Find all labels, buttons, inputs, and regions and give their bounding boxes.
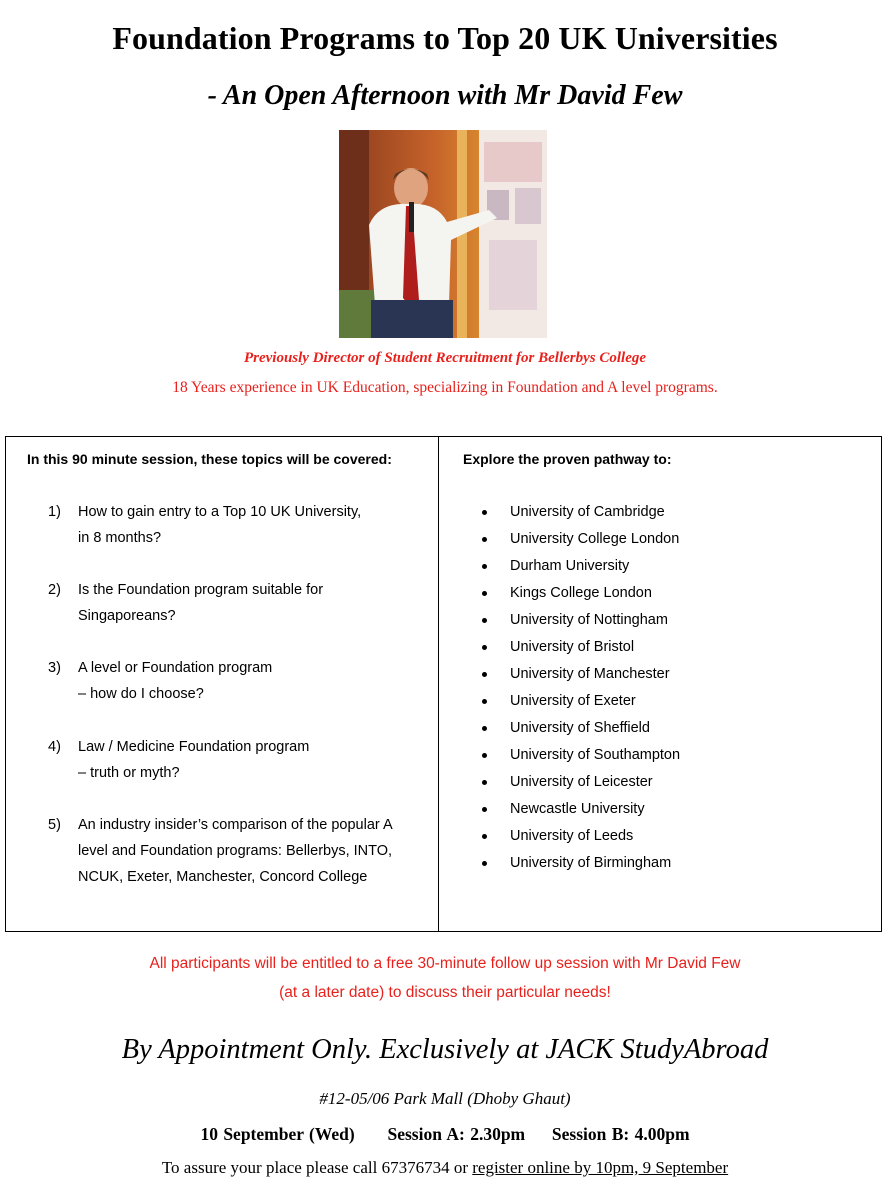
topic-line: – how do I choose?: [78, 686, 204, 702]
topic-line: in 8 months?: [78, 530, 162, 546]
university-item: University of Leicester: [479, 769, 680, 796]
venue-address: #12-05/06 Park Mall (Dhoby Ghaut): [319, 1089, 571, 1108]
topics-heading: In this 90 minute session, these topics will be covered:: [27, 451, 392, 467]
university-item: University of Birmingham: [479, 850, 680, 877]
university-item: University of Exeter: [479, 688, 680, 715]
page-title: Foundation Programs to Top 20 UK Universities: [112, 20, 778, 56]
table-divider: [438, 437, 439, 931]
followup-line-1: All participants will be entitled to a free 30-minute follow up session with Mr David Few: [149, 955, 741, 972]
university-item: University of Cambridge: [479, 499, 680, 526]
topic-line: level and Foundation programs: Bellerbys, INTO,: [78, 843, 393, 859]
followup-line-2: (at a later date) to discuss their particular needs!: [279, 984, 611, 1001]
university-item: Newcastle University: [479, 796, 680, 823]
speaker-experience: 18 Years experience in UK Education, specializing in Foundation and A level programs.: [172, 379, 718, 396]
topic-line: Law / Medicine Foundation program: [78, 739, 310, 755]
pathway-heading: Explore the proven pathway to:: [463, 451, 672, 467]
schedule-line: [0, 1124, 890, 1145]
topic-number: 1): [48, 504, 61, 520]
topic-line: An industry insider’s comparison of the popular A: [78, 817, 393, 833]
topic-line: NCUK, Exeter, Manchester, Concord College: [78, 869, 368, 885]
appointment-notice: By Appointment Only. Exclusively at JACK StudyAbroad: [121, 1034, 769, 1065]
topic-number: 5): [48, 817, 61, 833]
university-item: Durham University: [479, 553, 680, 580]
session-b-time: Session B: 4.00pm: [551, 1124, 690, 1144]
university-item: University of Southampton: [479, 742, 680, 769]
speaker-role: Previously Director of Student Recruitment for Bellerbys College: [243, 350, 647, 366]
topic-number: 2): [48, 582, 61, 598]
topic-line: How to gain entry to a Top 10 UK University,: [78, 504, 362, 520]
page-subtitle: - An Open Afternoon with Mr David Few: [207, 80, 683, 111]
register-online-link[interactable]: register online by 10pm, 9 September: [472, 1158, 729, 1177]
university-item: University of Bristol: [479, 634, 680, 661]
registration-line: [0, 1158, 890, 1178]
university-item: University of Nottingham: [479, 607, 680, 634]
university-item: University of Sheffield: [479, 715, 680, 742]
topic-line: – truth or myth?: [78, 765, 180, 781]
university-list: [479, 499, 680, 877]
university-item: Kings College London: [479, 580, 680, 607]
university-item: University of Leeds: [479, 823, 680, 850]
topic-number: 4): [48, 739, 61, 755]
topic-line: Singaporeans?: [78, 608, 176, 624]
info-table: [5, 436, 882, 932]
call-text: To assure your place please call 67376734 or: [161, 1158, 473, 1177]
university-item: University of Manchester: [479, 661, 680, 688]
topic-line: A level or Foundation program: [78, 660, 273, 676]
speaker-photo: [339, 130, 547, 338]
session-a-time: Session A: 2.30pm: [387, 1124, 526, 1144]
topic-line: Is the Foundation program suitable for: [78, 582, 324, 598]
event-date: 10 September (Wed): [200, 1124, 355, 1144]
topic-number: 3): [48, 660, 61, 676]
university-item: University College London: [479, 526, 680, 553]
